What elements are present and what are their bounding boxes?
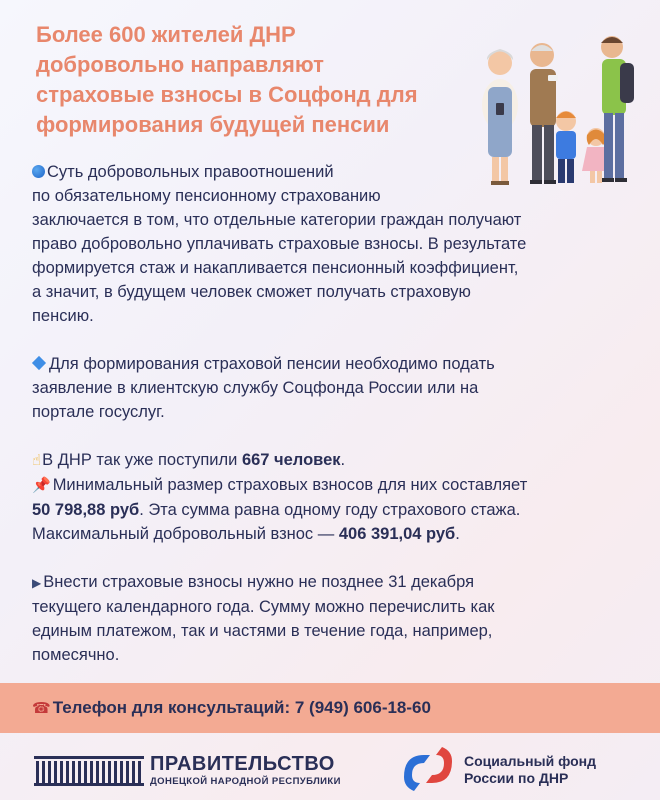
text-line: ☝В ДНР так уже поступили 667 человек. — [32, 451, 346, 469]
text-line: заявление в клиентскую службу Соцфонда России или на — [32, 379, 479, 397]
text-line: текущего календарного года. Сумму можно перечислить как — [32, 598, 495, 616]
min-amount: 50 798,88 руб — [32, 501, 140, 519]
text-line: Суть добровольных правоотношений — [32, 160, 632, 184]
text-line: право добровольно уплачивать страховые взносы. В результате — [32, 235, 527, 253]
text-line: по обязательному пенсионному страхованию — [32, 187, 381, 205]
text-line: а значит, в будущем человек сможет получать страховую — [32, 283, 471, 301]
paragraph-voluntary-relations — [32, 160, 632, 328]
text-line: формируется стаж и накапливается пенсионный коэффициент, — [32, 259, 519, 277]
social-fund-logo-text: Социальный фонд России по ДНР — [464, 753, 597, 786]
paragraph-amounts — [32, 448, 632, 546]
people-count: 667 человек — [241, 451, 341, 469]
text-line: пенсию. — [32, 307, 94, 325]
gov-subtitle: ДОНЕЦКОЙ НАРОДНОЙ РЕСПУБЛИКИ — [150, 776, 341, 787]
phone-banner — [0, 683, 660, 733]
pointing-hand-icon: ☝ — [32, 452, 42, 469]
blue-diamond-icon — [32, 356, 46, 370]
government-building-icon — [34, 756, 144, 786]
page-title — [36, 20, 476, 140]
text-line: единым платежом, так и частями в течение года, например, — [32, 622, 493, 640]
gov-title: ПРАВИТЕЛЬСТВО — [150, 753, 335, 775]
paragraph-deadline — [32, 570, 632, 667]
text-line: заключается в том, что отдельные категории граждан получают — [32, 211, 522, 229]
text-line: 📌 Минимальный размер страховых взносов для них составляет — [32, 476, 528, 494]
text-line: Максимальный добровольный взнос — 406 391,04 руб. — [32, 525, 460, 543]
main-text — [32, 160, 632, 691]
footer — [0, 733, 660, 800]
social-fund-logo-icon — [400, 747, 456, 791]
title-line: страховые взносы в Соцфонд для — [36, 82, 418, 107]
phone-text: ☎ Телефон для консультаций: 7 (949) 606-18-60 — [32, 698, 431, 717]
pushpin-icon: 📌 — [32, 477, 51, 494]
triangle-bullet-icon: ▶ — [32, 576, 42, 590]
max-amount: 406 391,04 руб — [338, 525, 456, 543]
text-line: 50 798,88 руб. Эта сумма равна одному году страхового стажа. — [32, 501, 521, 519]
text-line: портале госуслуг. — [32, 403, 165, 421]
title-line: добровольно направляют — [36, 52, 324, 77]
paragraph-application — [32, 352, 632, 424]
text-line: ▶ Внести страховые взносы нужно не позднее 31 декабря — [32, 573, 475, 591]
title-line: формирования будущей пенсии — [36, 112, 390, 137]
blue-circle-icon — [32, 165, 45, 178]
government-logo-text — [150, 753, 341, 788]
text-line: Для формирования страховой пенсии необходимо подать — [32, 352, 632, 376]
text-line: помесячно. — [32, 646, 120, 664]
telephone-icon: ☎ — [32, 700, 51, 717]
title-line: Более 600 жителей ДНР — [36, 22, 296, 47]
